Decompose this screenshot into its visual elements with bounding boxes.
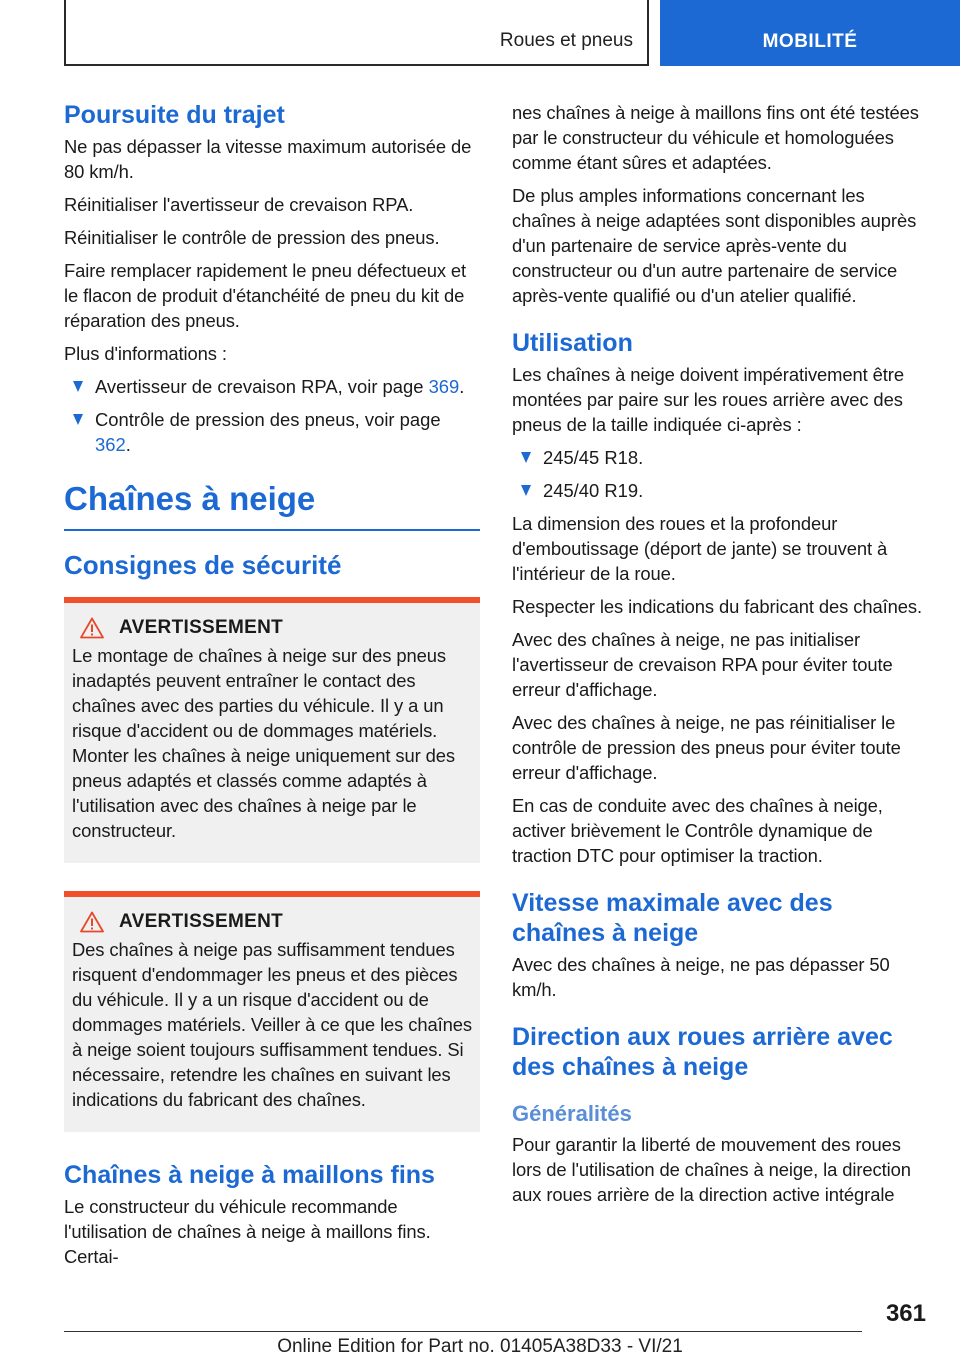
header-chapter-tab[interactable] bbox=[660, 0, 960, 66]
paragraph: Avec des chaînes à neige, ne pas dépasser 50 km/h. bbox=[512, 954, 890, 1000]
warning-header bbox=[80, 911, 472, 933]
paragraph: La dimension des roues et la profondeur d'emboutissage (déport de jante) se trouvent à l'intérieur de la roue. bbox=[512, 513, 888, 584]
paragraph: Réinitialiser le contrôle de pression des pneus. bbox=[64, 227, 440, 248]
paragraph: Les chaînes à neige doivent impérativement être montées par paire sur les roues arrière avec des pneus de la taille indiquée ci-après : bbox=[512, 364, 904, 435]
list-item bbox=[512, 445, 930, 470]
warning-box bbox=[64, 891, 480, 1132]
page-link-362[interactable]: 362 bbox=[95, 434, 126, 455]
paragraph: Avec des chaînes à neige, ne pas initialiser l'avertisseur de crevaison RPA pour éviter toute erreur d'affichage. bbox=[512, 629, 893, 700]
paragraph: Pour garantir la liberté de mouvement des roues lors de l'utilisation de chaînes à neige, la direction aux roues arrière de la direction active intégrale bbox=[512, 1134, 911, 1205]
heading-snow-chains: Chaînes à neige bbox=[64, 480, 316, 517]
warning-triangle-icon bbox=[80, 911, 104, 933]
header-chapter-label: MOBILITÉ bbox=[762, 31, 858, 52]
paragraph: En cas de conduite avec des chaînes à neige, activer brièvement le Contrôle dynamique de traction DTC pour optimiser la traction. bbox=[512, 795, 883, 866]
heading-rear-steering: Direction aux roues arrière avec des chaînes à neige bbox=[512, 1023, 893, 1081]
heading-general: Généralités bbox=[512, 1101, 632, 1126]
list-item: Contrôle de pression des pneus, voir page 362. bbox=[64, 407, 480, 457]
paragraph: Le constructeur du véhicule recommande l'utilisation de chaînes à neige à maillons fins. Certai- bbox=[64, 1196, 431, 1267]
triangle-bullet-icon bbox=[73, 381, 83, 392]
warning-title: AVERTISSEMENT bbox=[119, 911, 284, 932]
warning-triangle-icon bbox=[80, 617, 104, 639]
warning-text: Le montage de chaînes à neige sur des pneus inadaptés peuvent entraîner le contact des chaînes avec des parties du véhicule. Il y a un risque d'accident ou de dommages matériels. Monter les chaînes à neige uniquement sur des pneus adaptés et classés comme adaptés à l'utilisation avec des chaînes à neige par le constructeur. bbox=[72, 645, 455, 841]
header-section-title: Roues et pneus bbox=[499, 30, 633, 51]
list-item-text: Contrôle de pression des pneus, voir page bbox=[95, 409, 441, 430]
heading-trip: Poursuite du trajet bbox=[64, 101, 285, 129]
footer-edition: Online Edition for Part no. 01405A38D33 - VI/21 bbox=[277, 1336, 683, 1357]
list-item-text: 245/40 R19. bbox=[543, 480, 644, 501]
info-list bbox=[64, 374, 480, 457]
chapter-heading-wrap bbox=[64, 479, 480, 531]
list-item-text: Avertisseur de crevaison RPA, voir page bbox=[95, 376, 429, 397]
warning-box bbox=[64, 597, 480, 863]
triangle-bullet-icon bbox=[73, 414, 83, 425]
list-item bbox=[512, 478, 930, 503]
paragraph: De plus amples informations concernant les chaînes à neige adaptées sont disponibles auprès d'un partenaire de service après-vente du constructeur ou d'un autre partenaire de service après-vente qualifié ou d'un atelier qualifié. bbox=[512, 185, 917, 306]
tire-size-list bbox=[512, 445, 930, 503]
heading-usage: Utilisation bbox=[512, 329, 633, 357]
right-column bbox=[512, 100, 930, 1215]
page-number: 361 bbox=[885, 1300, 926, 1327]
paragraph: nes chaînes à neige à maillons fins ont été testées par le constructeur du véhicule et homologuées comme étant sûres et adaptées. bbox=[512, 102, 919, 173]
paragraph: Respecter les indications du fabricant des chaînes. bbox=[512, 596, 922, 617]
warning-text: Des chaînes à neige pas suffisamment tendues risquent d'endommager les pneus et des pièces du véhicule. Il y a un risque d'accident ou de dommages matériels. Veiller à ce que les chaînes à neige soient toujours suffisamment tendues. Si nécessaire, retendre les chaînes en suivant les indications du fabricant des chaînes. bbox=[72, 939, 473, 1110]
paragraph: Avec des chaînes à neige, ne pas réinitialiser le contrôle de pression des pneus pour éviter toute erreur d'affichage. bbox=[512, 712, 901, 783]
header-frame bbox=[64, 0, 649, 66]
list-item-text: 245/45 R18. bbox=[543, 447, 644, 468]
heading-safety: Consignes de sécurité bbox=[64, 550, 342, 580]
triangle-bullet-icon bbox=[521, 485, 531, 496]
footer-divider bbox=[64, 1331, 862, 1332]
paragraph: Faire remplacer rapidement le pneu défectueux et le flacon de produit d'étanchéité de pneu du kit de réparation des pneus. bbox=[64, 260, 467, 331]
warning-header bbox=[80, 617, 472, 639]
heading-fine-chains: Chaînes à neige à maillons fins bbox=[64, 1161, 435, 1189]
left-column bbox=[64, 100, 480, 1277]
list-item: Avertisseur de crevaison RPA, voir page 369. bbox=[64, 374, 480, 399]
triangle-bullet-icon bbox=[521, 452, 531, 463]
paragraph: Ne pas dépasser la vitesse maximum autorisée de 80 km/h. bbox=[64, 136, 472, 182]
page-link-369[interactable]: 369 bbox=[428, 376, 460, 397]
paragraph: Réinitialiser l'avertisseur de crevaison RPA. bbox=[64, 194, 414, 215]
heading-max-speed: Vitesse maximale avec des chaînes à neige bbox=[512, 889, 833, 947]
paragraph: Plus d'informations : bbox=[64, 343, 227, 364]
warning-title: AVERTISSEMENT bbox=[119, 617, 284, 638]
